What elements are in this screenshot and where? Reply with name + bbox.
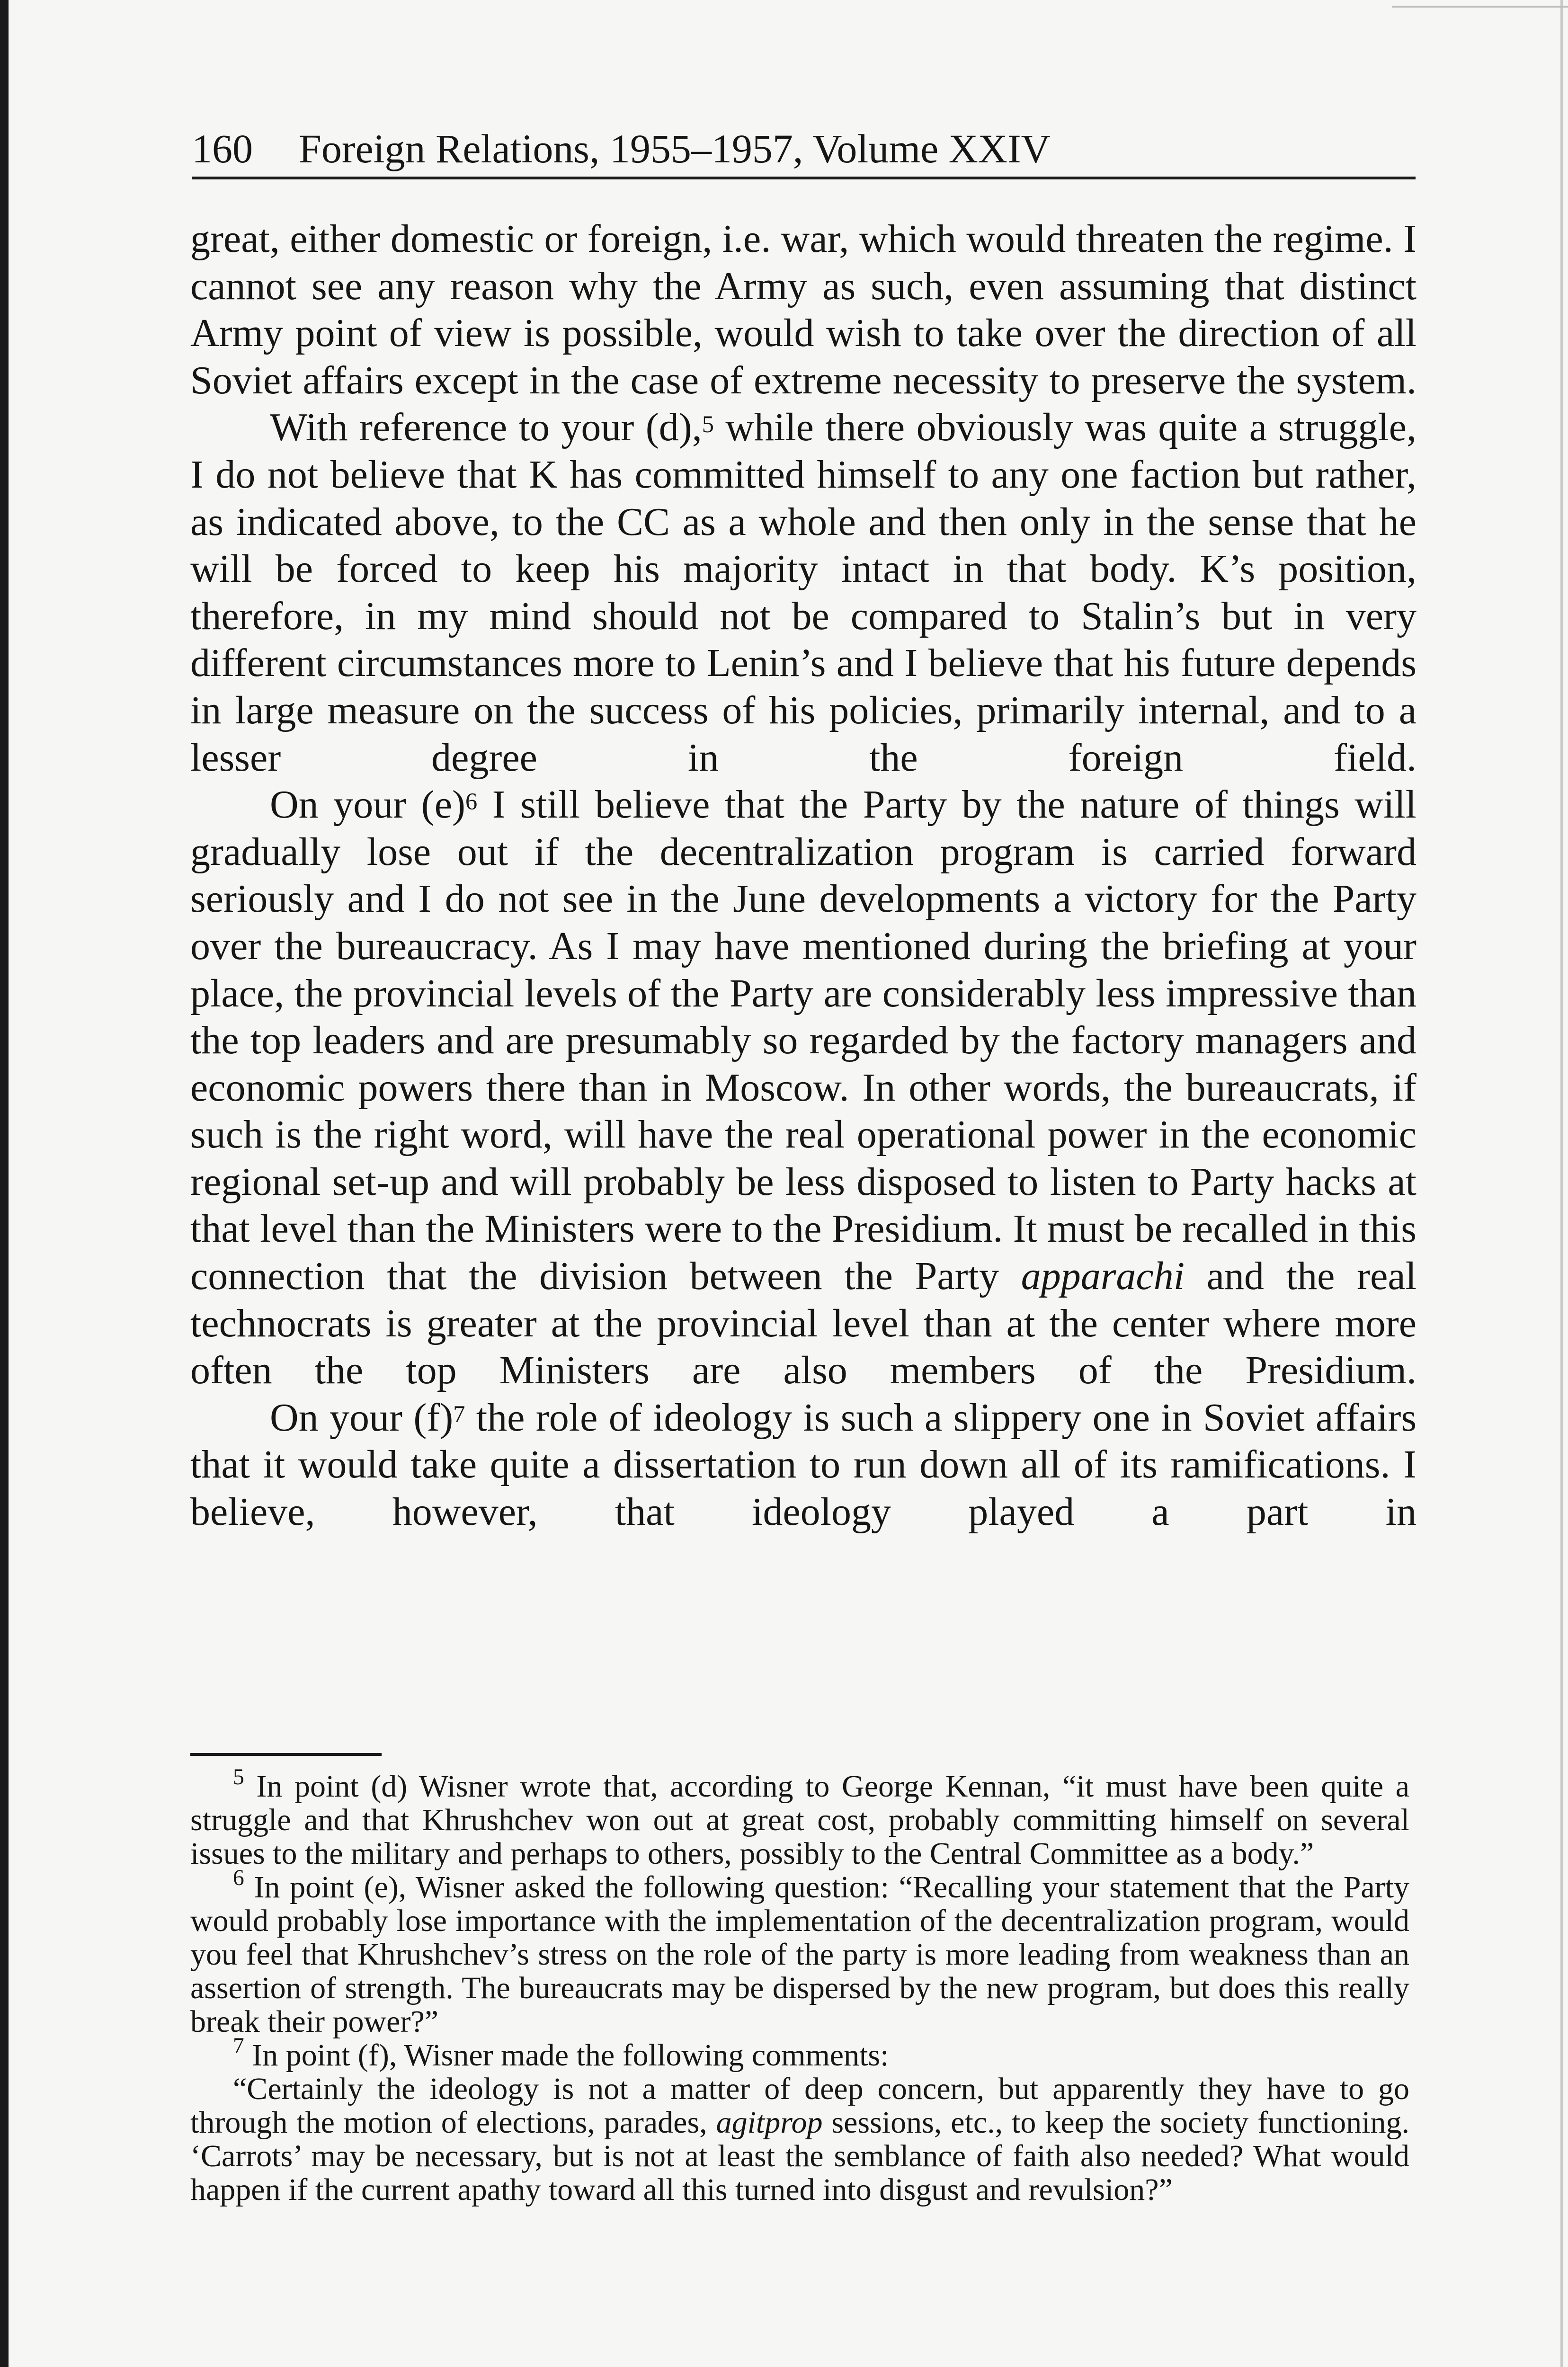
paragraph-2-text-b: while there obviously was quite a struggle, I do not believe that K has committed himself to any one faction but rather, as indicated above, to the CC as a whole and then only in the sense that he will be forced to keep his majority intact in that body. K’s position, therefore, in my mind should not be compared to Stalin’s but in very different circumstances more to Lenin’s and I believe that his future depends in large measure on the success of his policies, primarily internal, and to a lesser degree in the foreign field.: [190, 405, 1417, 780]
paragraph-3-text-c: and the real technocrats is greater at the provincial level than at the center where more often the top Ministers are also members of the Presidium.: [190, 1254, 1417, 1393]
footnote-7-mark: 7: [233, 2033, 244, 2058]
body-text: [190, 215, 1417, 1536]
footnotes: [190, 1764, 1410, 2207]
footnote-7-quote-b: sessions, etc., to keep the society functioning. ‘Carrots’ may be necessary, but is not at least the semblance of faith also needed? What would happen if the current apathy toward all this turned into disgust and revulsion?”: [190, 2105, 1409, 2207]
scan-edge-left: [0, 0, 9, 2367]
paragraph-3-text-b: I still believe that the Party by the nature of things will gradually lose out if the decentralization program is carried forward seriously and I do not see in the June developments a victory for the Party over the bureaucracy. As I may have mentioned during the briefing at your place, the provincial levels of the Party are considerably less impressive than the top leaders and are presumably so regarded by the factory managers and economic powers there than in Moscow. In other words, the bureaucrats, if such is the right word, will have the real operational power in the economic regional set-up and will probably be less disposed to listen to Party hacks at that level than the Ministers were to the Presidium. It must be recalled in this connection that the division between the Party: [190, 783, 1417, 1299]
scan-edge-top: [1392, 6, 1568, 8]
paragraph-2-text-a: With reference to your (d),: [270, 405, 702, 450]
footnote-7-text: In point (f), Wisner made the following comments:: [252, 2038, 889, 2073]
footnote-6-mark: 6: [233, 1865, 244, 1890]
footnote-5: [190, 1764, 1409, 1871]
footnote-5-mark: 5: [233, 1764, 244, 1789]
footnote-6: [190, 1865, 1410, 2039]
paragraph-4: [190, 1394, 1417, 1536]
paragraph-4-text-a: On your (f): [270, 1395, 454, 1440]
scan-edge-right: [1560, 0, 1563, 2367]
italic-term-apparachi: apparachi: [1021, 1254, 1185, 1299]
footnote-7-quote-a: “Certainly the ideology is not a matter of deep concern, but apparently they have to go through the motion of elections, parades,: [190, 2072, 1409, 2140]
footnote-ref-7[interactable]: 7: [453, 1401, 465, 1428]
footnote-separator: [190, 1753, 382, 1756]
italic-term-agitprop: agitprop: [716, 2105, 823, 2140]
page-number: 160: [192, 126, 253, 171]
footnote-7: [190, 2033, 1409, 2073]
footnote-ref-6[interactable]: 6: [465, 788, 478, 815]
paragraph-3-text-a: On your (e): [270, 783, 466, 827]
footnote-7-quote: [190, 2072, 1409, 2207]
running-title: Foreign Relations, 1955–1957, Volume XXIV: [299, 126, 1051, 171]
paragraph-1-text: great, either domestic or foreign, i.e. war, which would threaten the regime. I cannot see any reason why the Army as such, even assuming that distinct Army point of view is possible, would wish to take over the direction of all Soviet affairs except in the case of extreme necessity to preserve the system.: [190, 217, 1417, 402]
footnote-6-text: In point (e), Wisner asked the following question: “Recalling your statement that the Party would probably lose importance with the implementation of the decentralization program, would you feel that Khrushchev’s stress on the role of the party is more leading from weakness than an assertion of strength. The bureaucrats may be dispersed by the new program, but does this really break their power?”: [190, 1870, 1410, 2039]
paragraph-4-text-b: the role of ideology is such a slippery one in Soviet affairs that it would take quite a dissertation to run down all of its ramifications. I believe, however, that ideology played a part in: [190, 1395, 1417, 1534]
paragraph-3: [190, 781, 1417, 1394]
footnote-5-text: In point (d) Wisner wrote that, according to George Kennan, “it must have been quite a struggle and that Khrushchev won out at great cost, probably committing himself on several issues to the military and perhaps to others, possibly to the Central Committee as a body.”: [190, 1769, 1409, 1871]
paragraph-2: [190, 404, 1417, 781]
paragraph-1: [190, 215, 1417, 404]
running-header: [192, 121, 1416, 179]
footnote-ref-5[interactable]: 5: [702, 410, 714, 437]
